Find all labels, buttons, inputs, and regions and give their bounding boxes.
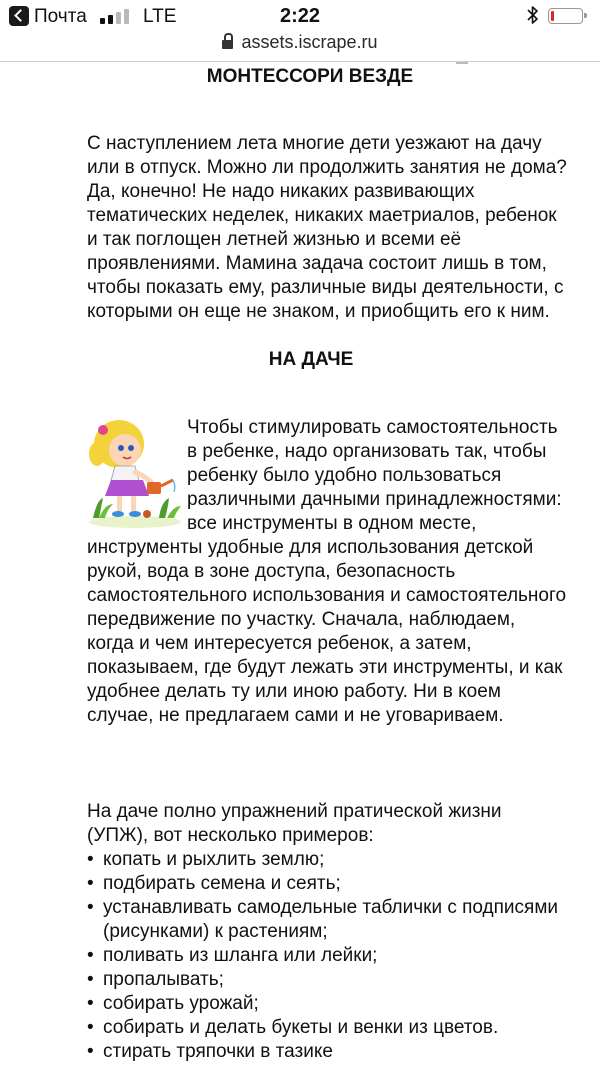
- bluetooth-icon: [527, 5, 539, 25]
- section-title: НА ДАЧЕ: [268, 349, 354, 370]
- list-item-text: устанавливать самодельные таблички с подписями (рисунками) к растениям;: [103, 897, 559, 942]
- list-item: [87, 968, 567, 992]
- list-item-text: собирать и делать букеты и венки из цветов.: [103, 1017, 499, 1038]
- girl-watering-plants-illustration: [87, 414, 183, 528]
- bullet-icon: •: [87, 993, 94, 1014]
- clock: 2:22: [279, 5, 321, 27]
- section-paragraph: Чтобы стимулировать самостоятельность в ребенке, надо организовать так, чтобы ребенку было удобно пользоваться различными дачными принадлежностями: все инструменты в одном месте, инструменты удобные для использования детской рукой, вода в зоне доступа, безопасность самостоятельного использования и самостоятельного передвижение по участку. Сначала, наблюдаем, когда и чем интересуется ребенок, а затем, показываем, где будут лежать эти инструменты, и как удобнее делать ту или иною работу. Ни в коем случае, не предлагаем сами и не уговариваем.: [87, 417, 567, 726]
- battery-level: [551, 11, 554, 21]
- bullet-icon: •: [87, 945, 94, 966]
- page-edge-fragment: [456, 62, 468, 64]
- examples-intro: На даче полно упражнений пратической жизни (УПЖ), вот несколько примеров:: [87, 801, 502, 846]
- battery-icon: [548, 8, 583, 24]
- list-item: [87, 944, 567, 968]
- examples-list: [87, 848, 567, 1064]
- list-item-text: пропалывать;: [103, 969, 224, 990]
- bullet-icon: •: [87, 873, 94, 894]
- list-item: [87, 992, 567, 1016]
- list-item: [87, 896, 567, 944]
- bullet-icon: •: [87, 1041, 94, 1062]
- list-item-text: стирать тряпочки в тазике: [103, 1041, 333, 1062]
- list-item: [87, 1040, 567, 1064]
- address-bar[interactable]: [0, 32, 600, 60]
- bullet-icon: •: [87, 969, 94, 990]
- list-item: [87, 1016, 567, 1040]
- back-to-app-label[interactable]: Почта: [34, 6, 87, 27]
- list-item: [87, 848, 567, 872]
- list-item-text: подбирать семена и сеять;: [103, 873, 341, 894]
- network-type: LTE: [143, 6, 177, 27]
- url-text: assets.iscrape.ru: [241, 32, 378, 52]
- list-item: [87, 872, 567, 896]
- section-body: [87, 416, 567, 728]
- status-bar: [0, 0, 600, 32]
- list-item-text: собирать урожай;: [103, 993, 259, 1014]
- address-bar-divider: [0, 61, 600, 62]
- list-item-text: копать и рыхлить землю;: [103, 849, 325, 870]
- article-title: МОНТЕССОРИ ВЕЗДЕ: [206, 66, 414, 87]
- bullet-icon: •: [87, 1017, 94, 1038]
- list-item-text: поливать из шланга или лейки;: [103, 945, 378, 966]
- intro-paragraph: С наступлением лета многие дети уезжают на дачу или в отпуск. Можно ли продолжить занятия не дома? Да, конечно! Не надо никаких развивающих тематических неделек, никаких маетриалов, ребенок и так поглощен летней жизнью и всеми её проявлениями. Мамина задача состоит лишь в том, чтобы показать ему, различные виды деятельности, с которыми он еще не знаком, и приобщить его к ним.: [87, 133, 567, 322]
- lock-icon: [222, 36, 233, 49]
- bullet-icon: •: [87, 849, 94, 870]
- bullet-icon: •: [87, 897, 94, 918]
